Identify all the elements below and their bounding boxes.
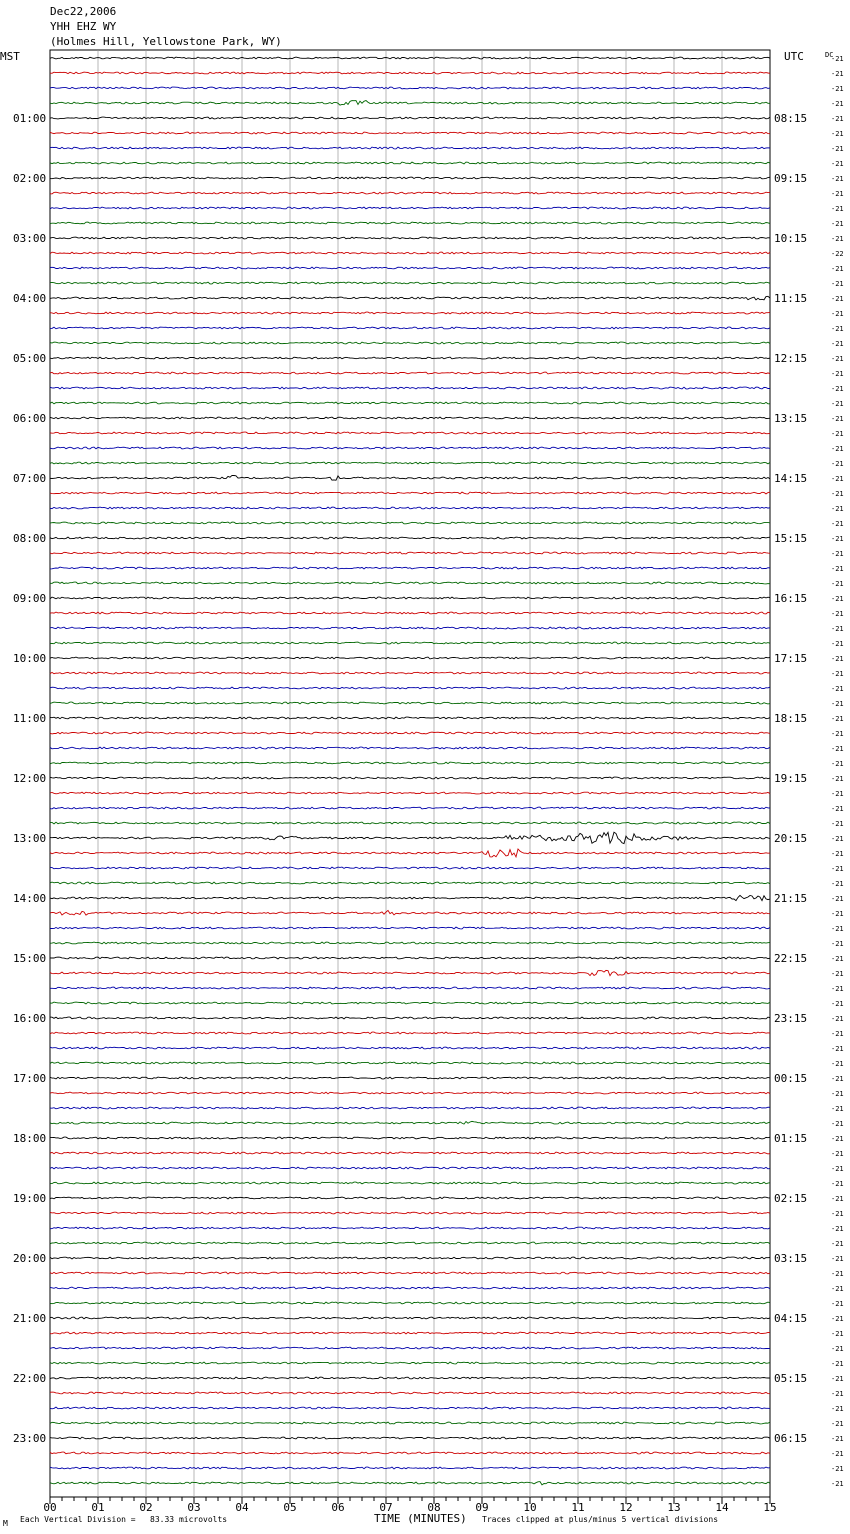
trace-offset-label: -21: [831, 745, 844, 753]
x-tick-label: 08: [427, 1501, 441, 1514]
trace-offset-label: -21: [831, 1000, 844, 1008]
trace-line: [50, 1452, 770, 1454]
trace-line: [50, 1182, 770, 1184]
right-hour-label: 08:15: [774, 112, 808, 125]
vertical-scale-note: Each Vertical Division = 83.33 microvolts: [20, 1515, 228, 1524]
trace-offset-label: -21: [831, 1345, 844, 1353]
trace-offset-label: -21: [831, 820, 844, 828]
right-hour-label: 02:15: [774, 1192, 808, 1205]
trace-offset-label: -21: [831, 1165, 844, 1173]
trace-line: [50, 832, 770, 843]
trace-offset-label: -21: [831, 190, 844, 198]
trace-offset-label: -21: [831, 685, 844, 693]
trace-offset-label: -21: [831, 430, 844, 438]
x-tick-label: 05: [283, 1501, 297, 1514]
trace-offset-label: -21: [831, 910, 844, 918]
trace-line: [50, 1377, 770, 1379]
trace-offset-label: -21: [831, 1060, 844, 1068]
right-hour-label: 21:15: [774, 892, 808, 905]
trace-line: [50, 1002, 770, 1004]
trace-line: [50, 222, 770, 224]
left-hour-label: 11:00: [13, 712, 47, 725]
right-hour-label: 01:15: [774, 1132, 808, 1145]
trace-line: [50, 807, 770, 809]
dc-label: DC: [825, 51, 834, 59]
left-hour-label: 07:00: [13, 472, 47, 485]
trace-line: [50, 252, 770, 254]
trace-line: [50, 1047, 770, 1049]
trace-offset-label: -21: [831, 1135, 844, 1143]
left-hour-label: 09:00: [13, 592, 47, 605]
trace-line: [50, 447, 770, 449]
right-hour-label: 04:15: [774, 1312, 808, 1325]
trace-line: [50, 57, 770, 59]
trace-line: [50, 1287, 770, 1289]
trace-offset-label: -21: [831, 145, 844, 153]
trace-offset-label: -21: [831, 955, 844, 963]
trace-offset-label: -21: [831, 865, 844, 873]
trace-line: [50, 192, 770, 194]
trace-offset-label: -21: [831, 355, 844, 363]
footer-mark: M: [3, 1519, 8, 1528]
trace-line: [50, 1317, 770, 1319]
trace-line: [50, 507, 770, 509]
trace-offset-label: -22: [831, 250, 844, 258]
trace-offset-label: -21: [831, 505, 844, 513]
trace-line: [50, 762, 770, 764]
left-hour-label: 03:00: [13, 232, 47, 245]
trace-line: [50, 72, 770, 74]
trace-line: [50, 597, 770, 599]
trace-line: [50, 1392, 770, 1394]
trace-line: [50, 672, 770, 674]
trace-offset-label: -21: [831, 760, 844, 768]
trace-offset-label: -21: [831, 400, 844, 408]
trace-line: [50, 777, 770, 779]
trace-line: [50, 702, 770, 704]
right-hour-label: 23:15: [774, 1012, 808, 1025]
trace-offset-label: -21: [831, 1180, 844, 1188]
trace-line: [50, 957, 770, 959]
trace-line: [50, 177, 770, 179]
trace-offset-label: -21: [831, 1075, 844, 1083]
trace-line: [50, 207, 770, 209]
trace-offset-label: -21: [831, 1270, 844, 1278]
left-hour-label: 10:00: [13, 652, 47, 665]
trace-line: [50, 402, 770, 404]
trace-line: [50, 1062, 770, 1064]
right-hour-label: 12:15: [774, 352, 808, 365]
x-tick-label: 14: [715, 1501, 729, 1514]
trace-line: [50, 237, 770, 239]
trace-line: [50, 357, 770, 359]
trace-offset-label: -21: [831, 970, 844, 978]
trace-line: [50, 1467, 770, 1469]
trace-offset-label: -21: [831, 1105, 844, 1113]
trace-line: [50, 642, 770, 644]
trace-line: [50, 162, 770, 164]
trace-line: [50, 417, 770, 419]
station-location: (Holmes Hill, Yellowstone Park, WY): [50, 35, 282, 48]
trace-offset-label: -21: [831, 895, 844, 903]
trace-offset-label: -21: [831, 490, 844, 498]
trace-offset-label: -21: [831, 1360, 844, 1368]
trace-line: [50, 717, 770, 719]
left-hour-label: 02:00: [13, 172, 47, 185]
trace-line: [50, 1362, 770, 1364]
trace-offset-label: -21: [831, 655, 844, 663]
trace-offset-label: -21: [831, 805, 844, 813]
trace-offset-label: -21: [831, 1375, 844, 1383]
left-hour-label: 14:00: [13, 892, 47, 905]
trace-line: [50, 612, 770, 614]
trace-line: [50, 1032, 770, 1034]
trace-line: [50, 1227, 770, 1229]
trace-line: [50, 867, 770, 869]
left-hour-label: 18:00: [13, 1132, 47, 1145]
trace-offset-label: -21: [831, 1420, 844, 1428]
trace-offset-label: -21: [831, 1465, 844, 1473]
trace-offset-label: -21: [831, 1030, 844, 1038]
right-hour-label: 10:15: [774, 232, 808, 245]
trace-offset-label: -21: [831, 340, 844, 348]
trace-line: [50, 296, 770, 300]
trace-line: [50, 1121, 770, 1124]
trace-offset-label: -21: [831, 1120, 844, 1128]
trace-offset-label: -21: [831, 160, 844, 168]
left-hour-label: 04:00: [13, 292, 47, 305]
trace-offset-label: -21: [831, 100, 844, 108]
trace-offset-label: -21: [831, 1045, 844, 1053]
trace-line: [50, 101, 770, 106]
x-tick-label: 11: [571, 1501, 585, 1514]
trace-line: [50, 1257, 770, 1259]
trace-offset-label: -21: [831, 1300, 844, 1308]
trace-offset-label: -21: [831, 130, 844, 138]
x-tick-label: 06: [331, 1501, 345, 1514]
trace-line: [50, 267, 770, 269]
trace-offset-label: -21: [831, 835, 844, 843]
trace-line: [50, 895, 770, 900]
trace-line: [50, 1152, 770, 1154]
trace-line: [50, 117, 770, 119]
trace-offset-label: -21: [831, 265, 844, 273]
x-tick-label: 07: [379, 1501, 393, 1514]
trace-offset-label: -21: [831, 1255, 844, 1263]
trace-offset-label: -21: [831, 1285, 844, 1293]
trace-line: [50, 312, 770, 314]
trace-offset-label: -21: [831, 1210, 844, 1218]
x-tick-label: 00: [43, 1501, 57, 1514]
right-hour-label: 15:15: [774, 532, 808, 545]
trace-line: [50, 147, 770, 149]
trace-line: [50, 582, 770, 584]
left-hour-label: 06:00: [13, 412, 47, 425]
trace-line: [50, 552, 770, 554]
trace-line: [50, 1212, 770, 1214]
trace-line: [50, 687, 770, 689]
trace-line: [50, 1332, 770, 1334]
station-code: YHH EHZ WY: [50, 20, 117, 33]
trace-offset-label: -21: [831, 940, 844, 948]
trace-offset-label: -21: [831, 625, 844, 633]
left-hour-label: 23:00: [13, 1432, 47, 1445]
trace-offset-label: -21: [831, 1015, 844, 1023]
trace-line: [50, 1197, 770, 1199]
trace-line: [50, 1302, 770, 1304]
trace-offset-label: -21: [831, 235, 844, 243]
trace-offset-label: -21: [831, 550, 844, 558]
trace-line: [50, 882, 770, 884]
right-hour-label: 18:15: [774, 712, 808, 725]
trace-line: [50, 747, 770, 749]
trace-line: [50, 537, 770, 539]
trace-offset-label: -21: [831, 985, 844, 993]
trace-line: [50, 282, 770, 284]
trace-line: [50, 87, 770, 89]
trace-offset-label: -21: [831, 1090, 844, 1098]
trace-line: [50, 1482, 770, 1485]
trace-offset-label: -21: [831, 670, 844, 678]
left-timezone-label: MST: [0, 50, 20, 63]
trace-offset-label: -21: [831, 85, 844, 93]
trace-line: [50, 132, 770, 134]
trace-line: [50, 522, 770, 524]
trace-offset-label: -21: [831, 610, 844, 618]
right-hour-label: 20:15: [774, 832, 808, 845]
right-hour-label: 09:15: [774, 172, 808, 185]
trace-line: [50, 849, 770, 857]
right-hour-label: 06:15: [774, 1432, 808, 1445]
x-tick-label: 03: [187, 1501, 201, 1514]
left-hour-label: 17:00: [13, 1072, 47, 1085]
trace-line: [50, 987, 770, 989]
x-tick-label: 01: [91, 1501, 105, 1514]
trace-line: [50, 1242, 770, 1244]
trace-offset-label: -21: [831, 370, 844, 378]
trace-line: [50, 567, 770, 569]
trace-offset-label: -21: [831, 385, 844, 393]
trace-offset-label: -21: [831, 460, 844, 468]
trace-line: [50, 927, 770, 929]
trace-offset-label: -21: [831, 1195, 844, 1203]
trace-offset-label: -21: [831, 1405, 844, 1413]
trace-offset-label: -21: [831, 580, 844, 588]
trace-line: [50, 372, 770, 374]
trace-offset-label: -21: [831, 205, 844, 213]
trace-offset-label: -21: [831, 70, 844, 78]
trace-offset-label: -21: [831, 700, 844, 708]
right-hour-label: 00:15: [774, 1072, 808, 1085]
trace-offset-label: -21: [831, 715, 844, 723]
trace-offset-label: -21: [831, 415, 844, 423]
right-hour-label: 22:15: [774, 952, 808, 965]
trace-line: [50, 1107, 770, 1109]
trace-line: [50, 792, 770, 794]
trace-offset-label: -21: [831, 220, 844, 228]
clip-note: Traces clipped at plus/minus 5 vertical divisions: [482, 1515, 719, 1524]
x-axis-title: TIME (MINUTES): [374, 1512, 467, 1525]
left-hour-label: 12:00: [13, 772, 47, 785]
trace-offset-label: -21: [831, 565, 844, 573]
trace-offset-label: -21: [831, 1435, 844, 1443]
trace-offset-label: -21: [831, 325, 844, 333]
trace-offset-label: -21: [831, 790, 844, 798]
trace-line: [50, 327, 770, 329]
right-hour-label: 05:15: [774, 1372, 808, 1385]
trace-offset-label: -21: [831, 115, 844, 123]
left-hour-label: 20:00: [13, 1252, 47, 1265]
right-hour-label: 14:15: [774, 472, 808, 485]
left-hour-label: 05:00: [13, 352, 47, 365]
trace-line: [50, 822, 770, 824]
trace-offset-label: -21: [831, 175, 844, 183]
trace-line: [50, 1272, 770, 1274]
trace-line: [50, 657, 770, 659]
trace-offset-label: -21: [831, 640, 844, 648]
trace-offset-label: -21: [831, 1480, 844, 1488]
trace-line: [50, 942, 770, 944]
trace-offset-label: -21: [831, 520, 844, 528]
left-hour-label: 22:00: [13, 1372, 47, 1385]
trace-line: [50, 1167, 770, 1169]
trace-offset-label: -21: [831, 280, 844, 288]
trace-line: [50, 1437, 770, 1439]
left-hour-label: 21:00: [13, 1312, 47, 1325]
right-hour-label: 16:15: [774, 592, 808, 605]
right-hour-label: 17:15: [774, 652, 808, 665]
trace-offset-label: -21: [831, 535, 844, 543]
x-tick-label: 04: [235, 1501, 249, 1514]
x-tick-label: 12: [619, 1501, 633, 1514]
trace-line: [50, 1092, 770, 1094]
trace-offset-label: -21: [831, 310, 844, 318]
trace-offset-label: -21: [831, 775, 844, 783]
right-hour-label: 19:15: [774, 772, 808, 785]
trace-offset-label: -21: [831, 1450, 844, 1458]
x-tick-label: 09: [475, 1501, 489, 1514]
trace-offset-label: -21: [831, 1330, 844, 1338]
x-tick-label: 13: [667, 1501, 681, 1514]
left-hour-label: 13:00: [13, 832, 47, 845]
trace-offset-label: -21: [831, 925, 844, 933]
trace-line: [50, 1407, 770, 1409]
x-tick-label: 10: [523, 1501, 537, 1514]
plot-date: Dec22,2006: [50, 5, 117, 18]
trace-line: [50, 462, 770, 464]
trace-offset-label: -21: [831, 295, 844, 303]
trace-line: [50, 1017, 770, 1019]
trace-offset-label: -21: [831, 880, 844, 888]
right-hour-label: 13:15: [774, 412, 808, 425]
trace-offset-label: -21: [831, 730, 844, 738]
trace-offset-label: -21: [831, 55, 844, 63]
trace-line: [50, 387, 770, 389]
left-hour-label: 16:00: [13, 1012, 47, 1025]
right-hour-label: 11:15: [774, 292, 808, 305]
trace-line: [50, 970, 770, 975]
trace-offset-label: -21: [831, 1150, 844, 1158]
trace-offset-label: -21: [831, 850, 844, 858]
trace-line: [50, 1422, 770, 1424]
trace-offset-label: -21: [831, 1315, 844, 1323]
trace-line: [50, 1347, 770, 1349]
left-hour-label: 15:00: [13, 952, 47, 965]
trace-line: [50, 732, 770, 734]
trace-line: [50, 475, 770, 480]
trace-offset-label: -21: [831, 1390, 844, 1398]
trace-line: [50, 1137, 770, 1139]
trace-offset-label: -21: [831, 1225, 844, 1233]
x-tick-label: 15: [763, 1501, 777, 1514]
x-tick-label: 02: [139, 1501, 153, 1514]
trace-line: [50, 492, 770, 494]
trace-line: [50, 910, 770, 915]
trace-line: [50, 1077, 770, 1079]
trace-offset-label: -21: [831, 1240, 844, 1248]
left-hour-label: 01:00: [13, 112, 47, 125]
trace-offset-label: -21: [831, 445, 844, 453]
trace-line: [50, 342, 770, 344]
trace-line: [50, 627, 770, 629]
right-timezone-label: UTC: [784, 50, 804, 63]
trace-offset-label: -21: [831, 595, 844, 603]
left-hour-label: 08:00: [13, 532, 47, 545]
right-hour-label: 03:15: [774, 1252, 808, 1265]
left-hour-label: 19:00: [13, 1192, 47, 1205]
trace-line: [50, 432, 770, 434]
trace-offset-label: -21: [831, 475, 844, 483]
